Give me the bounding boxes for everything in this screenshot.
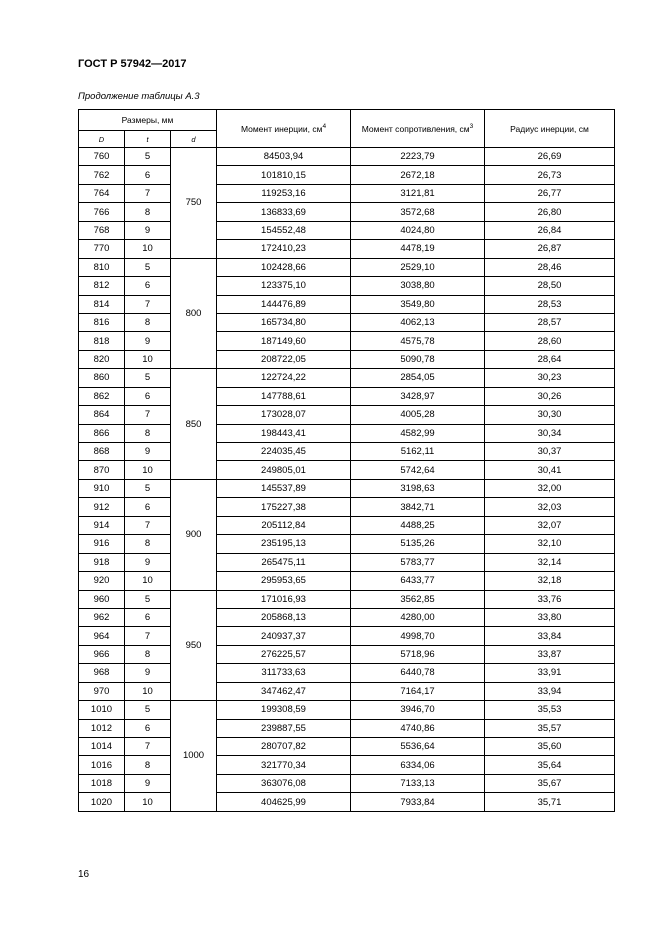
cell-resistance-moment: 2529,10 [351,258,485,276]
cell-resistance-moment: 3198,63 [351,479,485,497]
dimensions-group-header: Размеры, мм [79,110,217,131]
table-row [79,701,615,719]
cell-t: 8 [125,535,171,553]
cell-D: 920 [79,572,125,590]
cell-inertia-moment: 172410,23 [217,240,351,258]
cell-inertia-moment: 224035,45 [217,443,351,461]
cell-t: 10 [125,572,171,590]
column-D-header: D [79,131,125,148]
cell-inertia-radius: 30,34 [485,424,615,442]
cell-D: 1016 [79,756,125,774]
cell-D: 962 [79,608,125,626]
cell-t: 8 [125,313,171,331]
cell-D: 810 [79,258,125,276]
cell-D: 968 [79,664,125,682]
cell-inertia-radius: 35,64 [485,756,615,774]
cell-D: 870 [79,461,125,479]
column-t-header: t [125,131,171,148]
cell-t: 8 [125,424,171,442]
cell-t: 7 [125,184,171,202]
cell-inertia-radius: 35,57 [485,719,615,737]
table-row [79,608,615,626]
cell-resistance-moment: 5135,26 [351,535,485,553]
cell-inertia-radius: 33,94 [485,682,615,700]
cell-inertia-radius: 30,26 [485,387,615,405]
cell-inertia-radius: 35,71 [485,793,615,811]
cell-D: 918 [79,553,125,571]
cell-resistance-moment: 4582,99 [351,424,485,442]
cell-D: 820 [79,350,125,368]
cell-D: 1014 [79,738,125,756]
cell-inertia-moment: 119253,16 [217,184,351,202]
cell-inertia-moment: 404625,99 [217,793,351,811]
table-row [79,664,615,682]
cell-inertia-radius: 30,37 [485,443,615,461]
table-row [79,424,615,442]
cell-resistance-moment: 7933,84 [351,793,485,811]
cell-inertia-moment: 175227,38 [217,498,351,516]
cell-inertia-moment: 122724,22 [217,369,351,387]
cell-inertia-moment: 187149,60 [217,332,351,350]
cell-D: 1010 [79,701,125,719]
cell-inertia-radius: 33,87 [485,645,615,663]
inertia-moment-header [217,110,351,148]
cell-inertia-moment: 208722,05 [217,350,351,368]
cell-inertia-moment: 280707,82 [217,738,351,756]
cell-inertia-moment: 147788,61 [217,387,351,405]
cell-inertia-moment: 235195,13 [217,535,351,553]
cell-inertia-radius: 30,23 [485,369,615,387]
cell-t: 6 [125,498,171,516]
cell-d-group: 800 [171,258,217,369]
cell-resistance-moment: 4478,19 [351,240,485,258]
table-row [79,166,615,184]
section-properties-table [78,109,615,812]
table-row [79,148,615,166]
cell-inertia-moment: 84503,94 [217,148,351,166]
cell-inertia-moment: 265475,11 [217,553,351,571]
table-row [79,240,615,258]
table-row [79,406,615,424]
cell-D: 864 [79,406,125,424]
cell-resistance-moment: 7164,17 [351,682,485,700]
cell-inertia-moment: 171016,93 [217,590,351,608]
cell-resistance-moment: 2672,18 [351,166,485,184]
cell-t: 7 [125,406,171,424]
cell-D: 970 [79,682,125,700]
cell-inertia-radius: 26,77 [485,184,615,202]
column-d-header: d [171,131,217,148]
cell-inertia-moment: 347462,47 [217,682,351,700]
cell-inertia-radius: 33,84 [485,627,615,645]
cell-t: 10 [125,793,171,811]
table-row [79,627,615,645]
cell-inertia-moment: 199308,59 [217,701,351,719]
cell-D: 1018 [79,774,125,792]
resistance-moment-exponent: 3 [469,123,474,131]
cell-D: 914 [79,516,125,534]
cell-resistance-moment: 3038,80 [351,277,485,295]
cell-t: 7 [125,516,171,534]
cell-resistance-moment: 5718,96 [351,645,485,663]
cell-inertia-moment: 173028,07 [217,406,351,424]
cell-inertia-moment: 276225,57 [217,645,351,663]
cell-inertia-radius: 30,41 [485,461,615,479]
cell-resistance-moment: 3549,80 [351,295,485,313]
cell-inertia-moment: 136833,69 [217,203,351,221]
cell-D: 768 [79,221,125,239]
cell-inertia-moment: 198443,41 [217,424,351,442]
cell-d-group: 750 [171,148,217,259]
table-row [79,258,615,276]
cell-resistance-moment: 5536,64 [351,738,485,756]
cell-inertia-radius: 28,50 [485,277,615,295]
cell-inertia-radius: 33,91 [485,664,615,682]
cell-resistance-moment: 4005,28 [351,406,485,424]
cell-t: 6 [125,719,171,737]
cell-resistance-moment: 4998,70 [351,627,485,645]
inertia-radius-header: Радиус инерции, см [485,110,615,148]
cell-resistance-moment: 2854,05 [351,369,485,387]
cell-t: 9 [125,664,171,682]
cell-resistance-moment: 5783,77 [351,553,485,571]
table-row [79,756,615,774]
cell-D: 862 [79,387,125,405]
cell-t: 9 [125,553,171,571]
cell-t: 5 [125,258,171,276]
cell-D: 770 [79,240,125,258]
table-row [79,461,615,479]
table-row [79,387,615,405]
cell-D: 766 [79,203,125,221]
document-standard-header: ГОСТ Р 57942—2017 [78,58,187,70]
cell-D: 916 [79,535,125,553]
cell-D: 866 [79,424,125,442]
table-row [79,221,615,239]
cell-inertia-moment: 101810,15 [217,166,351,184]
cell-resistance-moment: 3121,81 [351,184,485,202]
cell-t: 5 [125,590,171,608]
cell-inertia-moment: 102428,66 [217,258,351,276]
cell-t: 8 [125,645,171,663]
cell-inertia-moment: 165734,80 [217,313,351,331]
table-row [79,793,615,811]
cell-D: 964 [79,627,125,645]
cell-D: 1012 [79,719,125,737]
cell-t: 5 [125,148,171,166]
cell-d-group: 850 [171,369,217,480]
cell-t: 6 [125,277,171,295]
table-row [79,332,615,350]
cell-resistance-moment: 4488,25 [351,516,485,534]
cell-inertia-radius: 26,73 [485,166,615,184]
cell-t: 8 [125,203,171,221]
cell-resistance-moment: 6440,78 [351,664,485,682]
cell-t: 6 [125,166,171,184]
table-row [79,277,615,295]
cell-D: 764 [79,184,125,202]
table-row [79,645,615,663]
cell-inertia-moment: 205112,84 [217,516,351,534]
cell-t: 10 [125,240,171,258]
table-row [79,738,615,756]
cell-inertia-radius: 26,80 [485,203,615,221]
cell-t: 9 [125,332,171,350]
cell-inertia-moment: 205868,13 [217,608,351,626]
cell-t: 8 [125,756,171,774]
cell-inertia-radius: 33,76 [485,590,615,608]
page-number: 16 [78,869,90,880]
cell-inertia-radius: 35,53 [485,701,615,719]
cell-D: 812 [79,277,125,295]
cell-inertia-radius: 32,10 [485,535,615,553]
cell-inertia-moment: 154552,48 [217,221,351,239]
cell-inertia-radius: 28,60 [485,332,615,350]
cell-D: 868 [79,443,125,461]
inertia-moment-label: Момент инерции, см [240,123,323,134]
cell-inertia-moment: 249805,01 [217,461,351,479]
table-row [79,479,615,497]
table-row [79,590,615,608]
cell-inertia-radius: 33,80 [485,608,615,626]
cell-inertia-radius: 32,18 [485,572,615,590]
cell-t: 10 [125,350,171,368]
cell-resistance-moment: 3428,97 [351,387,485,405]
cell-inertia-moment: 239887,55 [217,719,351,737]
cell-D: 762 [79,166,125,184]
cell-inertia-radius: 28,53 [485,295,615,313]
cell-t: 7 [125,627,171,645]
cell-resistance-moment: 4280,00 [351,608,485,626]
cell-t: 9 [125,443,171,461]
cell-D: 910 [79,479,125,497]
table-row [79,350,615,368]
cell-d-group: 950 [171,590,217,701]
cell-t: 6 [125,387,171,405]
cell-D: 966 [79,645,125,663]
cell-inertia-radius: 32,14 [485,553,615,571]
cell-inertia-moment: 363076,08 [217,774,351,792]
cell-resistance-moment: 4062,13 [351,313,485,331]
cell-D: 912 [79,498,125,516]
cell-inertia-radius: 35,67 [485,774,615,792]
cell-inertia-radius: 35,60 [485,738,615,756]
cell-t: 10 [125,461,171,479]
cell-D: 860 [79,369,125,387]
cell-inertia-radius: 28,46 [485,258,615,276]
cell-inertia-radius: 28,64 [485,350,615,368]
resistance-moment-label: Момент сопротивления, см [361,123,470,134]
cell-inertia-moment: 295953,65 [217,572,351,590]
table-row [79,572,615,590]
table-row [79,553,615,571]
cell-resistance-moment: 5162,11 [351,443,485,461]
cell-resistance-moment: 4024,80 [351,221,485,239]
cell-resistance-moment: 3572,68 [351,203,485,221]
resistance-moment-header [351,110,485,148]
cell-resistance-moment: 5742,64 [351,461,485,479]
cell-t: 5 [125,701,171,719]
cell-inertia-radius: 32,00 [485,479,615,497]
cell-inertia-radius: 28,57 [485,313,615,331]
cell-inertia-radius: 30,30 [485,406,615,424]
cell-inertia-moment: 311733,63 [217,664,351,682]
table-row [79,498,615,516]
cell-resistance-moment: 6334,06 [351,756,485,774]
cell-inertia-radius: 26,84 [485,221,615,239]
cell-inertia-moment: 123375,10 [217,277,351,295]
cell-resistance-moment: 3946,70 [351,701,485,719]
cell-resistance-moment: 7133,13 [351,774,485,792]
table-row [79,774,615,792]
cell-inertia-radius: 32,03 [485,498,615,516]
cell-inertia-moment: 321770,34 [217,756,351,774]
table-row [79,313,615,331]
cell-inertia-radius: 32,07 [485,516,615,534]
cell-t: 7 [125,738,171,756]
cell-inertia-moment: 240937,37 [217,627,351,645]
table-row [79,682,615,700]
cell-t: 9 [125,221,171,239]
cell-resistance-moment: 4740,86 [351,719,485,737]
cell-resistance-moment: 6433,77 [351,572,485,590]
cell-resistance-moment: 3842,71 [351,498,485,516]
cell-D: 760 [79,148,125,166]
cell-d-group: 1000 [171,701,217,812]
cell-t: 5 [125,479,171,497]
cell-inertia-moment: 145537,89 [217,479,351,497]
cell-t: 5 [125,369,171,387]
cell-D: 814 [79,295,125,313]
cell-resistance-moment: 4575,78 [351,332,485,350]
table-row [79,203,615,221]
table-row [79,443,615,461]
cell-inertia-radius: 26,87 [485,240,615,258]
cell-D: 1020 [79,793,125,811]
table-body [79,148,615,812]
cell-t: 9 [125,774,171,792]
table-row [79,295,615,313]
cell-D: 818 [79,332,125,350]
cell-resistance-moment: 2223,79 [351,148,485,166]
table-caption: Продолжение таблицы А.3 [78,91,200,102]
cell-resistance-moment: 3562,85 [351,590,485,608]
cell-inertia-radius: 26,69 [485,148,615,166]
cell-D: 816 [79,313,125,331]
table-row [79,535,615,553]
inertia-moment-exponent: 4 [322,123,327,131]
cell-inertia-moment: 144476,89 [217,295,351,313]
cell-t: 6 [125,608,171,626]
table-row [79,184,615,202]
cell-D: 960 [79,590,125,608]
table-row [79,719,615,737]
table-row [79,516,615,534]
cell-resistance-moment: 5090,78 [351,350,485,368]
table-row [79,369,615,387]
cell-t: 7 [125,295,171,313]
cell-t: 10 [125,682,171,700]
cell-d-group: 900 [171,479,217,590]
